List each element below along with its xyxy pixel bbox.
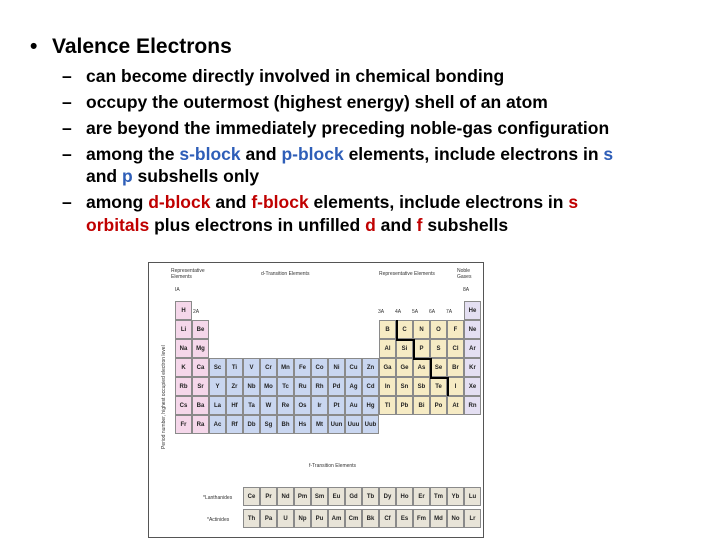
element-symbol: Cr (265, 365, 272, 371)
element-symbol: Db (247, 422, 256, 428)
element-cell (464, 320, 481, 339)
dash-icon: – (62, 144, 72, 164)
element-symbol: He (468, 308, 477, 314)
element-symbol: Pu (315, 516, 324, 522)
label-group-3a: 3A (378, 309, 385, 315)
element-symbol: As (417, 365, 426, 371)
element-cell (413, 509, 430, 528)
element-cell (294, 358, 311, 377)
element-symbol: At (452, 403, 459, 409)
text-segment: s (603, 144, 614, 164)
element-symbol: Al (384, 346, 391, 352)
element-symbol: Pd (332, 384, 341, 390)
element-symbol: Zr (231, 384, 238, 390)
label-group-ia: IA (175, 287, 180, 293)
element-symbol: Br (452, 365, 459, 371)
metal-nonmetal-divider (396, 320, 398, 339)
element-symbol: Pr (265, 494, 272, 500)
label-group-6a: 6A (429, 309, 436, 315)
element-cell (277, 377, 294, 396)
element-symbol: Lr (469, 516, 476, 522)
bullet-text (86, 90, 548, 115)
element-symbol: Sn (400, 384, 409, 390)
element-symbol: U (283, 516, 288, 522)
element-cell (192, 396, 209, 415)
element-symbol: Ca (196, 365, 205, 371)
element-cell (277, 487, 294, 506)
element-symbol: Sb (417, 384, 426, 390)
element-cell (413, 358, 430, 377)
element-symbol: Bk (366, 516, 375, 522)
element-symbol: Tl (384, 403, 391, 409)
text-segment: p-block (281, 144, 344, 164)
label-group-5a: 5A (412, 309, 419, 315)
element-symbol: Te (435, 384, 442, 390)
label-d-transition: d-Transition Elements (261, 271, 310, 277)
element-symbol: I (454, 384, 457, 390)
element-symbol: Rb (179, 384, 188, 390)
element-cell (226, 415, 243, 434)
element-symbol: Bh (281, 422, 290, 428)
text-segment: and (375, 215, 417, 235)
element-cell (413, 320, 430, 339)
element-cell (430, 487, 447, 506)
label-representative-left: Representative Elements (171, 268, 205, 280)
element-cell (379, 339, 396, 358)
element-symbol: Uuu (347, 422, 360, 428)
element-symbol: Os (298, 403, 307, 409)
text-segment: f-block (251, 192, 309, 212)
bullet-text (86, 190, 578, 215)
element-symbol: Sm (314, 494, 325, 500)
element-cell (430, 377, 447, 396)
element-symbol: Na (179, 346, 188, 352)
metal-nonmetal-divider (430, 377, 447, 379)
element-symbol: Rh (315, 384, 324, 390)
element-symbol: Mo (264, 384, 273, 390)
element-symbol: Cm (348, 516, 359, 522)
element-cell (345, 377, 362, 396)
element-symbol: Ne (468, 327, 477, 333)
element-cell (362, 377, 379, 396)
title-text: Valence Electrons (52, 35, 232, 58)
element-symbol: La (213, 403, 221, 409)
element-cell (243, 396, 260, 415)
element-symbol: Bi (418, 403, 425, 409)
element-symbol: In (384, 384, 391, 390)
element-symbol: Lu (468, 494, 477, 500)
element-cell (175, 320, 192, 339)
element-symbol: Re (281, 403, 290, 409)
metal-nonmetal-divider (413, 339, 415, 358)
element-symbol: Ho (400, 494, 409, 500)
element-cell (430, 509, 447, 528)
element-cell (243, 487, 260, 506)
element-symbol: F (453, 327, 458, 333)
element-symbol: Cs (179, 403, 188, 409)
element-cell (413, 339, 430, 358)
metal-nonmetal-divider (396, 339, 413, 341)
element-symbol: Co (315, 365, 324, 371)
element-cell (430, 320, 447, 339)
element-cell (464, 487, 481, 506)
text-segment: and (240, 144, 282, 164)
element-symbol: Ni (333, 365, 340, 371)
element-cell (396, 358, 413, 377)
element-cell (294, 396, 311, 415)
element-symbol: N (419, 327, 424, 333)
element-cell (328, 415, 345, 434)
element-cell (192, 320, 209, 339)
element-cell (277, 396, 294, 415)
element-symbol: Dy (383, 494, 392, 500)
text-segment: among (86, 192, 149, 212)
element-cell (345, 396, 362, 415)
element-cell (192, 415, 209, 434)
element-cell (311, 487, 328, 506)
element-symbol: Gd (349, 494, 358, 500)
element-cell (328, 396, 345, 415)
element-cell (294, 509, 311, 528)
element-symbol: Nb (247, 384, 256, 390)
element-cell (379, 509, 396, 528)
element-symbol: Ir (317, 403, 322, 409)
element-symbol: O (436, 327, 441, 333)
element-cell (311, 415, 328, 434)
element-symbol: Be (196, 327, 205, 333)
element-cell (175, 301, 192, 320)
element-symbol: Tb (366, 494, 375, 500)
element-symbol: Nd (281, 494, 290, 500)
element-cell (243, 415, 260, 434)
text-segment: orbitals (86, 215, 150, 235)
element-symbol: Zn (366, 365, 375, 371)
element-cell (379, 320, 396, 339)
element-symbol: H (181, 308, 186, 314)
element-symbol: C (402, 327, 407, 333)
element-cell (311, 358, 328, 377)
element-cell (464, 339, 481, 358)
element-symbol: Xe (468, 384, 477, 390)
element-cell (311, 377, 328, 396)
element-symbol: Hf (231, 403, 238, 409)
text-segment: occupy the outermost (highest energy) shell of an atom (86, 92, 548, 112)
element-cell (328, 377, 345, 396)
element-symbol: Yb (451, 494, 460, 500)
element-cell (447, 320, 464, 339)
element-cell (277, 415, 294, 434)
slide-title (30, 34, 232, 60)
element-cell (396, 509, 413, 528)
element-cell (430, 358, 447, 377)
element-symbol: Md (434, 516, 443, 522)
element-symbol: Pm (297, 494, 308, 500)
element-cell (379, 487, 396, 506)
element-cell (379, 358, 396, 377)
element-cell (260, 487, 277, 506)
metal-nonmetal-divider (430, 358, 432, 377)
text-segment: s (568, 192, 579, 212)
element-symbol: V (249, 365, 254, 371)
dash-icon: – (62, 192, 72, 212)
element-symbol: Si (401, 346, 408, 352)
element-cell (464, 509, 481, 528)
element-symbol: S (436, 346, 441, 352)
element-cell (379, 377, 396, 396)
element-cell (243, 509, 260, 528)
element-cell (430, 339, 447, 358)
element-cell (226, 396, 243, 415)
element-cell (243, 377, 260, 396)
bullet-icon: • (30, 35, 38, 58)
element-cell (192, 377, 209, 396)
element-symbol: Tm (434, 494, 443, 500)
element-cell (379, 396, 396, 415)
element-cell (447, 339, 464, 358)
element-cell (328, 509, 345, 528)
element-symbol: Np (298, 516, 307, 522)
element-symbol: Ge (400, 365, 409, 371)
element-symbol: Mt (316, 422, 323, 428)
label-noble-gases: Noble Gases (457, 268, 472, 280)
bullet-text (86, 213, 508, 238)
element-cell (345, 358, 362, 377)
element-cell (430, 396, 447, 415)
element-symbol: Er (418, 494, 425, 500)
element-cell (175, 358, 192, 377)
element-symbol: Tc (282, 384, 289, 390)
element-cell (260, 358, 277, 377)
element-cell (243, 358, 260, 377)
label-f-transition: f-Transition Elements (309, 463, 357, 469)
element-cell (175, 415, 192, 434)
text-segment: subshells only (132, 166, 260, 186)
element-symbol: Hg (366, 403, 375, 409)
element-cell (447, 358, 464, 377)
text-segment: can become directly involved in chemical bonding (86, 66, 505, 86)
element-cell (362, 509, 379, 528)
element-symbol: Es (400, 516, 409, 522)
element-symbol: Fe (298, 365, 306, 371)
element-symbol: Am (331, 516, 342, 522)
bullet-text (86, 164, 259, 189)
element-cell (328, 487, 345, 506)
text-segment: are beyond the immediately preceding noble-gas configuration (86, 118, 610, 138)
element-cell (413, 377, 430, 396)
text-segment: subshells (422, 215, 509, 235)
text-segment: d (365, 215, 376, 235)
element-symbol: Ba (196, 403, 205, 409)
element-cell (192, 358, 209, 377)
element-symbol: Li (180, 327, 187, 333)
element-cell (209, 377, 226, 396)
element-cell (464, 301, 481, 320)
text-segment: p (121, 166, 133, 186)
text-segment: and (210, 192, 252, 212)
element-cell (396, 487, 413, 506)
element-symbol: Ta (248, 403, 255, 409)
dash-icon: – (62, 118, 72, 138)
element-cell (362, 396, 379, 415)
element-cell (192, 339, 209, 358)
element-cell (447, 509, 464, 528)
element-cell (260, 396, 277, 415)
element-cell (396, 377, 413, 396)
text-segment: plus electrons in unfilled (149, 215, 366, 235)
element-cell (175, 396, 192, 415)
element-symbol: Cf (384, 516, 391, 522)
element-symbol: Ga (383, 365, 392, 371)
text-segment: elements, include electrons in (308, 192, 569, 212)
element-symbol: Pa (264, 516, 273, 522)
element-symbol: Sr (197, 384, 204, 390)
element-symbol: Ti (231, 365, 238, 371)
element-symbol: P (419, 346, 424, 352)
element-symbol: K (181, 365, 186, 371)
element-symbol: Ag (349, 384, 358, 390)
element-cell (413, 487, 430, 506)
label-representative-right: Representative Elements (379, 271, 435, 277)
label-actinides: *Actinides (207, 517, 230, 523)
element-cell (209, 415, 226, 434)
element-cell (226, 358, 243, 377)
label-group-8a: 8A (463, 287, 470, 293)
element-symbol: Cl (452, 346, 459, 352)
text-segment: f (416, 215, 423, 235)
text-segment: among the (86, 144, 180, 164)
element-symbol: Y (215, 384, 220, 390)
label-axis: Period number, highest occupied electron level (161, 345, 167, 449)
element-cell (277, 509, 294, 528)
element-cell (260, 377, 277, 396)
element-cell (311, 509, 328, 528)
element-symbol: B (385, 327, 390, 333)
element-symbol: Fm (417, 516, 426, 522)
element-symbol: Rf (231, 422, 238, 428)
element-cell (396, 396, 413, 415)
dash-icon: – (62, 66, 72, 86)
element-symbol: W (265, 403, 272, 409)
element-cell (260, 509, 277, 528)
element-symbol: Ru (298, 384, 307, 390)
element-cell (362, 487, 379, 506)
element-cell (260, 415, 277, 434)
text-segment: d-block (148, 192, 211, 212)
element-symbol: Mg (196, 346, 205, 352)
element-symbol: Mn (281, 365, 290, 371)
metal-nonmetal-divider (413, 358, 430, 360)
label-group-7a: 7A (446, 309, 453, 315)
element-symbol: Th (247, 516, 256, 522)
element-cell (464, 358, 481, 377)
element-symbol: Sg (264, 422, 273, 428)
label-group-4a: 4A (395, 309, 402, 315)
element-cell (345, 509, 362, 528)
element-cell (226, 377, 243, 396)
element-cell (413, 396, 430, 415)
metal-nonmetal-divider (447, 377, 449, 396)
element-cell (294, 415, 311, 434)
element-cell (345, 487, 362, 506)
element-symbol: Uub (364, 422, 377, 428)
element-cell (447, 377, 464, 396)
element-symbol: Ac (213, 422, 222, 428)
bullet-text (86, 116, 609, 141)
text-segment: elements, include electrons in (343, 144, 604, 164)
element-symbol: Fr (180, 422, 187, 428)
text-segment: s-block (179, 144, 241, 164)
element-symbol: Pt (333, 403, 340, 409)
element-cell (175, 339, 192, 358)
element-cell (447, 487, 464, 506)
element-symbol: Rn (468, 403, 477, 409)
periodic-table-figure (148, 262, 484, 538)
element-symbol: Se (434, 365, 443, 371)
element-cell (464, 396, 481, 415)
element-cell (396, 320, 413, 339)
element-symbol: Ar (469, 346, 476, 352)
element-cell (447, 396, 464, 415)
label-lanthanides: *Lanthanides (203, 495, 233, 501)
element-symbol: No (451, 516, 460, 522)
element-symbol: Uun (330, 422, 343, 428)
element-cell (345, 415, 362, 434)
label-group-2a: 2A (193, 309, 200, 315)
text-segment: and (86, 166, 122, 186)
element-cell (396, 339, 413, 358)
element-symbol: Cd (366, 384, 375, 390)
element-symbol: Po (434, 403, 443, 409)
element-cell (209, 396, 226, 415)
dash-icon: – (62, 92, 72, 112)
element-cell (209, 358, 226, 377)
element-symbol: Eu (332, 494, 341, 500)
element-cell (294, 487, 311, 506)
element-cell (464, 377, 481, 396)
bullet-text (86, 64, 504, 89)
element-cell (311, 396, 328, 415)
element-cell (328, 358, 345, 377)
element-symbol: Au (349, 403, 358, 409)
element-symbol: Cu (349, 365, 358, 371)
element-cell (294, 377, 311, 396)
element-cell (277, 358, 294, 377)
element-symbol: Hs (298, 422, 307, 428)
element-cell (175, 377, 192, 396)
element-symbol: Pb (400, 403, 409, 409)
element-symbol: Sc (213, 365, 222, 371)
element-cell (362, 415, 379, 434)
element-cell (362, 358, 379, 377)
element-symbol: Kr (469, 365, 476, 371)
element-symbol: Ce (247, 494, 256, 500)
element-symbol: Ra (196, 422, 205, 428)
